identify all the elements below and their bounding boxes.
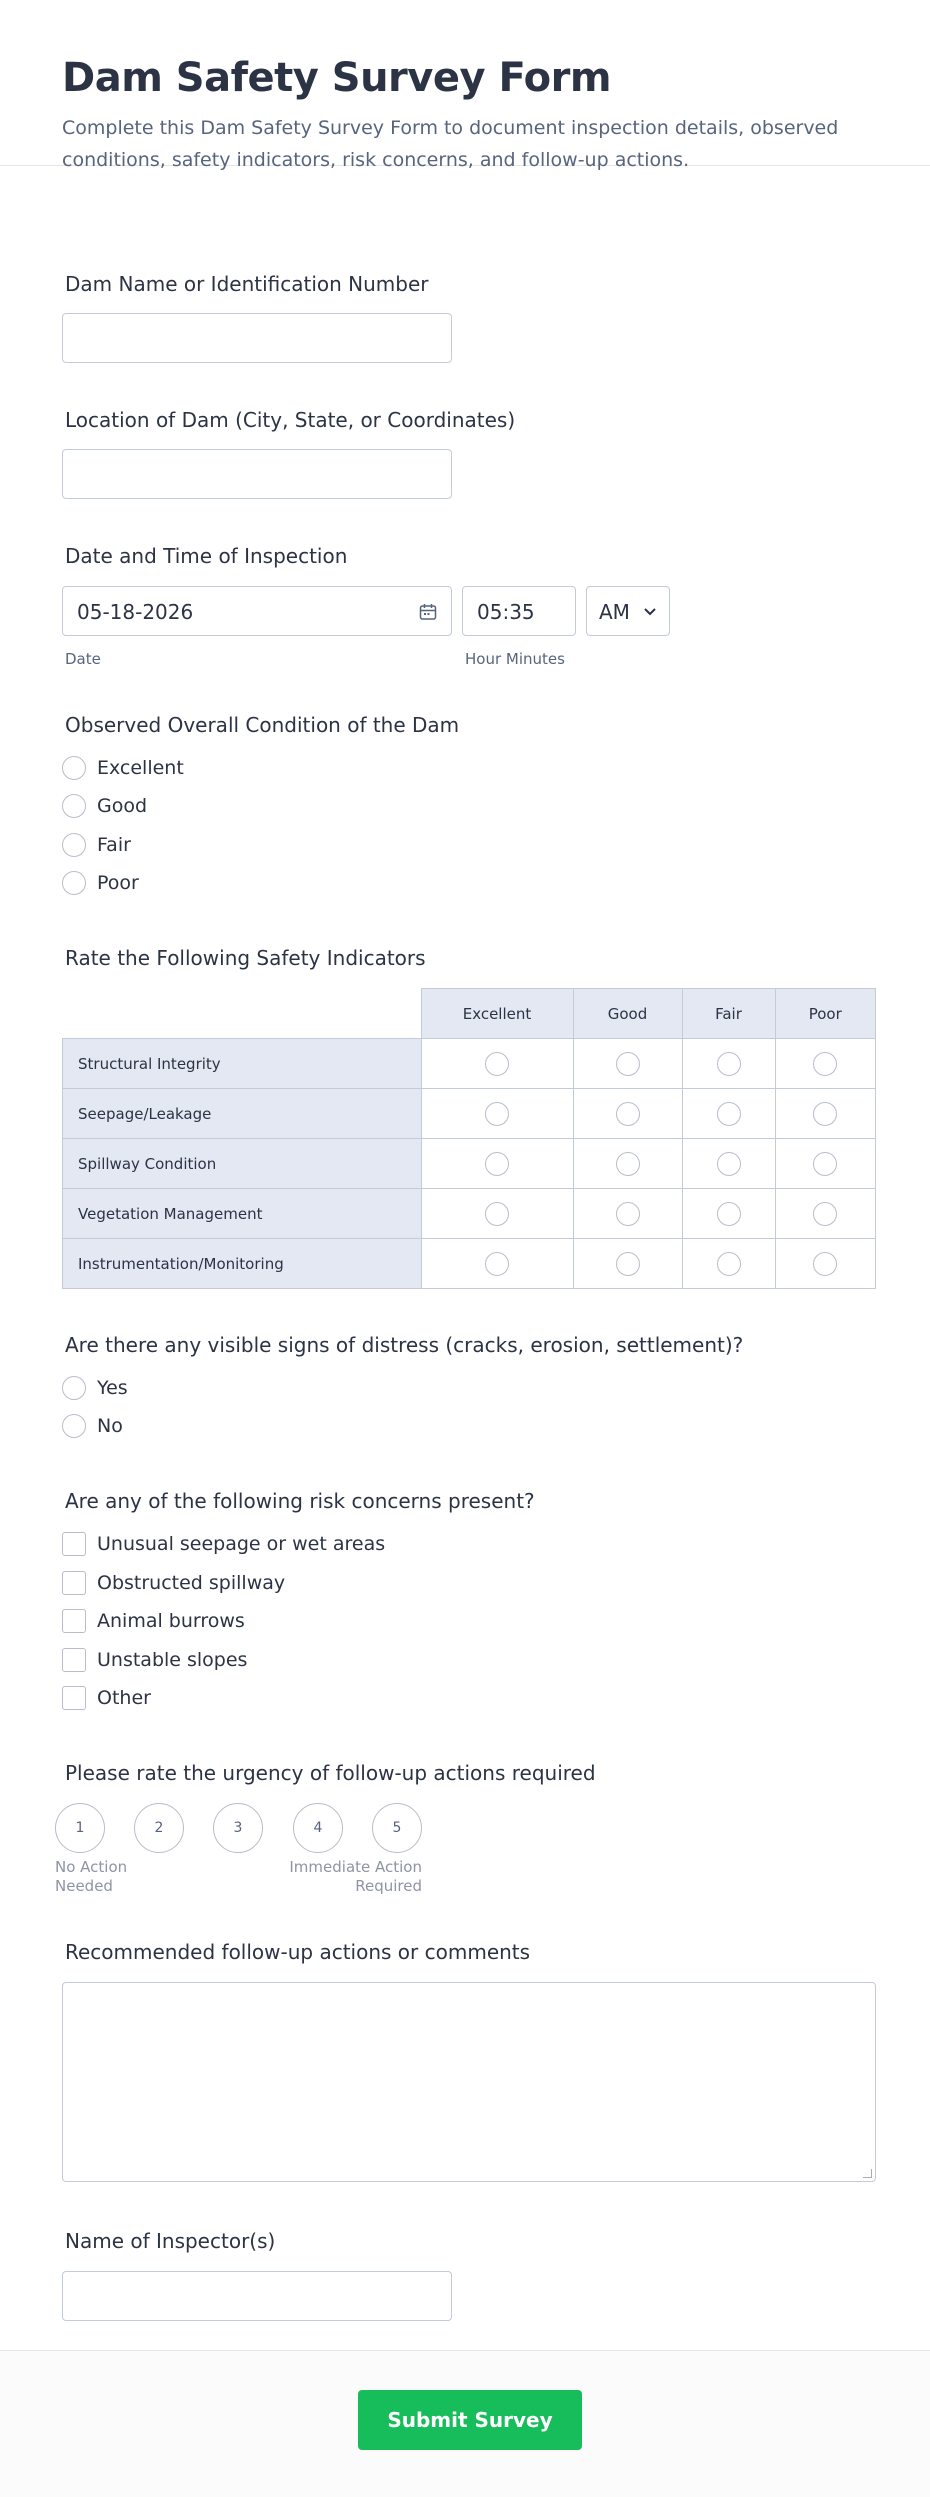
condition-option[interactable]: Good bbox=[62, 791, 147, 821]
matrix-radio[interactable] bbox=[616, 1052, 640, 1076]
time-sublabel: Hour Minutes bbox=[465, 650, 565, 668]
datetime-label: Date and Time of Inspection bbox=[65, 544, 348, 568]
scale-option-4[interactable]: 4 bbox=[293, 1803, 343, 1853]
condition-label: Observed Overall Condition of the Dam bbox=[65, 713, 460, 737]
matrix-radio[interactable] bbox=[813, 1152, 837, 1176]
location-label: Location of Dam (City, State, or Coordinates) bbox=[65, 408, 516, 432]
safety-matrix-label: Rate the Following Safety Indicators bbox=[65, 946, 426, 970]
risk-option[interactable]: Obstructed spillway bbox=[62, 1568, 285, 1598]
matrix-column-header: Excellent bbox=[421, 989, 573, 1039]
comments-textarea[interactable] bbox=[62, 1982, 876, 2182]
radio-button[interactable] bbox=[62, 1376, 86, 1400]
radio-button[interactable] bbox=[62, 871, 86, 895]
dam-name-input[interactable] bbox=[62, 313, 452, 363]
distress-label: Are there any visible signs of distress (cracks, erosion, settlement)? bbox=[65, 1333, 744, 1357]
submit-button[interactable]: Submit Survey bbox=[358, 2390, 582, 2450]
matrix-row-label: Structural Integrity bbox=[63, 1039, 422, 1089]
ampm-value: AM bbox=[599, 600, 630, 624]
scale-option-2[interactable]: 2 bbox=[134, 1803, 184, 1853]
scale-option-3[interactable]: 3 bbox=[213, 1803, 263, 1853]
matrix-row bbox=[63, 1189, 876, 1239]
form-description: Complete this Dam Safety Survey Form to document inspection details, observed conditions, safety indicators, risk concerns, and follow-up actions. bbox=[62, 117, 839, 171]
matrix-radio[interactable] bbox=[616, 1152, 640, 1176]
radio-button[interactable] bbox=[62, 756, 86, 780]
time-input[interactable] bbox=[462, 586, 576, 636]
form-footer bbox=[0, 2350, 930, 2497]
matrix-row-label: Seepage/Leakage bbox=[63, 1089, 422, 1139]
risk-option[interactable]: Unusual seepage or wet areas bbox=[62, 1529, 385, 1559]
safety-matrix bbox=[62, 988, 876, 1289]
checkbox[interactable] bbox=[62, 1686, 86, 1710]
matrix-radio[interactable] bbox=[616, 1202, 640, 1226]
location-input[interactable] bbox=[62, 449, 452, 499]
matrix-row-label: Instrumentation/Monitoring bbox=[63, 1239, 422, 1289]
radio-button[interactable] bbox=[62, 833, 86, 857]
risks-label: Are any of the following risk concerns present? bbox=[65, 1489, 535, 1513]
matrix-radio[interactable] bbox=[813, 1202, 837, 1226]
matrix-row-label: Vegetation Management bbox=[63, 1189, 422, 1239]
matrix-radio[interactable] bbox=[485, 1202, 509, 1226]
matrix-radio[interactable] bbox=[813, 1052, 837, 1076]
date-input[interactable] bbox=[62, 586, 452, 636]
matrix-radio[interactable] bbox=[485, 1152, 509, 1176]
ampm-select[interactable] bbox=[586, 586, 670, 636]
checkbox[interactable] bbox=[62, 1609, 86, 1633]
scale-option-1[interactable]: 1 bbox=[55, 1803, 105, 1853]
matrix-radio[interactable] bbox=[717, 1202, 741, 1226]
matrix-radio[interactable] bbox=[616, 1252, 640, 1276]
urgency-label: Please rate the urgency of follow-up actions required bbox=[65, 1761, 596, 1785]
time-value: 05:35 bbox=[477, 600, 535, 624]
date-value: 05-18-2026 bbox=[77, 600, 194, 624]
matrix-radio[interactable] bbox=[717, 1052, 741, 1076]
matrix-row bbox=[63, 1039, 876, 1089]
matrix-corner bbox=[63, 989, 422, 1039]
radio-button[interactable] bbox=[62, 794, 86, 818]
resize-handle-icon[interactable] bbox=[863, 2169, 872, 2178]
distress-option[interactable]: No bbox=[62, 1411, 123, 1441]
condition-option[interactable]: Excellent bbox=[62, 753, 184, 783]
matrix-radio[interactable] bbox=[717, 1152, 741, 1176]
matrix-column-header: Good bbox=[573, 989, 682, 1039]
matrix-row-label: Spillway Condition bbox=[63, 1139, 422, 1189]
scale-option-5[interactable]: 5 bbox=[372, 1803, 422, 1853]
scale-low-label: No Action Needed bbox=[55, 1858, 128, 1895]
matrix-radio[interactable] bbox=[717, 1102, 741, 1126]
checkbox[interactable] bbox=[62, 1532, 86, 1556]
matrix-radio[interactable] bbox=[813, 1252, 837, 1276]
checkbox[interactable] bbox=[62, 1648, 86, 1672]
matrix-row bbox=[63, 1139, 876, 1189]
matrix-row bbox=[63, 1239, 876, 1289]
date-sublabel: Date bbox=[65, 650, 101, 668]
scale-high-label: Immediate Action Required bbox=[289, 1858, 422, 1895]
condition-option[interactable]: Poor bbox=[62, 868, 139, 898]
distress-option[interactable]: Yes bbox=[62, 1373, 128, 1403]
chevron-down-icon bbox=[643, 607, 657, 617]
form-title: Dam Safety Survey Form bbox=[62, 55, 612, 101]
comments-label: Recommended follow-up actions or comments bbox=[65, 1940, 531, 1964]
condition-option[interactable]: Fair bbox=[62, 830, 131, 860]
matrix-column-header: Fair bbox=[682, 989, 775, 1039]
checkbox[interactable] bbox=[62, 1571, 86, 1595]
risk-option[interactable]: Other bbox=[62, 1683, 151, 1713]
matrix-radio[interactable] bbox=[485, 1102, 509, 1126]
risk-option[interactable]: Unstable slopes bbox=[62, 1645, 247, 1675]
inspector-input[interactable] bbox=[62, 2271, 452, 2321]
matrix-column-header: Poor bbox=[775, 989, 876, 1039]
matrix-row bbox=[63, 1089, 876, 1139]
risk-option[interactable]: Animal burrows bbox=[62, 1606, 245, 1636]
matrix-radio[interactable] bbox=[717, 1252, 741, 1276]
form-header bbox=[0, 0, 930, 171]
inspector-label: Name of Inspector(s) bbox=[65, 2229, 276, 2253]
dam-name-label: Dam Name or Identification Number bbox=[65, 272, 429, 296]
matrix-radio[interactable] bbox=[813, 1102, 837, 1126]
radio-button[interactable] bbox=[62, 1414, 86, 1438]
matrix-radio[interactable] bbox=[485, 1252, 509, 1276]
calendar-icon[interactable] bbox=[419, 603, 437, 621]
matrix-radio[interactable] bbox=[616, 1102, 640, 1126]
matrix-radio[interactable] bbox=[485, 1052, 509, 1076]
